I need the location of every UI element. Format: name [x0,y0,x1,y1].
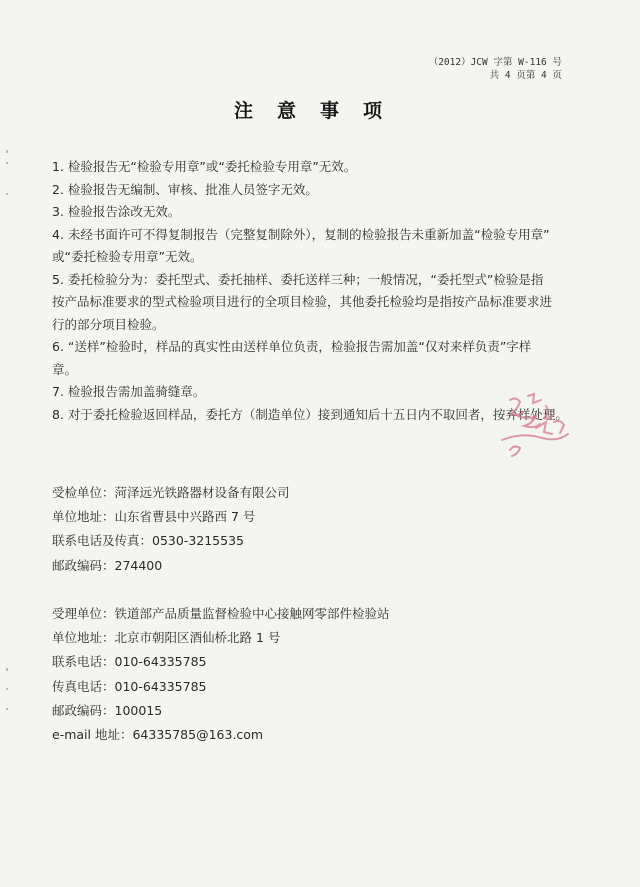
scan-mark [6,193,8,195]
page-title: 注意事项 [233,100,406,122]
page-counter: 共 4 页第 4 页 [489,70,562,81]
lab-email: e-mail 地址：64335785@163.com [52,726,264,742]
scan-mark [6,688,8,690]
note-item: 5. 委托检验分为：委托型式、委托抽样、委托送样三种；一般情况，“委托型式”检验是指 [52,271,544,287]
report-reference [429,56,562,82]
seal-icon [488,386,578,476]
lab-fax: 传真电话：010-64335785 [52,678,207,694]
lab-info [52,602,577,747]
note-item: 2. 检验报告无编制、审核、批准人员签字无效。 [52,181,318,197]
lab-address: 单位地址：北京市朝阳区酒仙桥北路 1 号 [52,630,281,646]
lab-phone: 联系电话：010-64335785 [52,654,207,670]
client-company: 受检单位：菏泽远光铁路器材设备有限公司 [52,485,290,500]
note-item: 3. 检验报告涂改无效。 [52,204,181,219]
note-item: 8. 对于委托检验返回样品，委托方（制造单位）接到通知后十五日内不取回者，按弃样处理。 [52,406,568,422]
scan-mark [6,708,8,710]
note-item: 按产品标准要求的型式检验项目进行的全项目检验，其他委托检验均是指按产品标准要求进 [52,294,553,309]
note-item: 行的部分项目检验。 [52,316,165,332]
note-item: 4. 未经书面许可不得复制报告（完整复制除外），复制的检验报告未重新加盖“检验专用章” [52,226,550,242]
client-phone-fax: 联系电话及传真：0530-3215535 [52,533,244,549]
client-info [52,481,577,578]
lab-company: 受理单位：铁道部产品质量监督检验中心接触网零部件检验站 [52,606,390,621]
scan-mark [6,668,8,671]
note-item: 6. “送样”检验时，样品的真实性由送样单位负责，检验报告需加盖“仅对来样负责”字样 [52,339,532,354]
note-item: 章。 [52,361,78,377]
note-item: 7. 检验报告需加盖骑缝章。 [52,384,206,399]
note-item: 或“委托检验专用章”无效。 [52,249,203,264]
note-item: 1. 检验报告无“检验专用章”或“委托检验专用章”无效。 [52,159,357,174]
scan-mark [6,150,8,153]
report-number: （2012）JCW 字第 W-116 号 [428,57,562,68]
client-postcode: 邮政编码：274400 [52,557,163,573]
scan-mark [6,162,8,164]
lab-postcode: 邮政编码：100015 [52,702,163,718]
client-address: 单位地址：山东省曹县中兴路西 7 号 [52,509,256,525]
